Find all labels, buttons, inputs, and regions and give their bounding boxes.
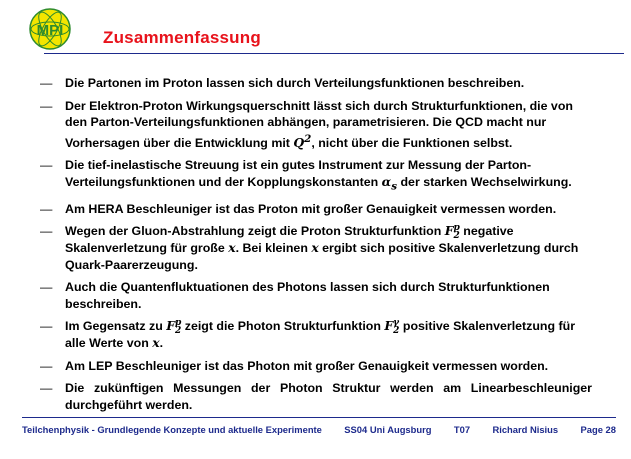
summary-item-6: — Auch die Quantenfluktuationen des Photons lassen sich durch Strukturfunktionen beschreiben. [40,280,550,311]
math-exponent: 2 [304,132,312,145]
summary-item-3: — Die tief-inelastische Streuung ist ein gutes Instrument zur Messung der Parton-Verteilungsfunktionen und der Kopplungskonstanten $\alpha_s$ der starken Wechselwirkung. [40,158,572,193]
math-f: F [166,318,176,334]
summary-item-8: — Am LEP Beschleuniger ist das Photon mit großer Genauigkeit vermessen worden. [40,358,549,373]
summary-item-5: — Wegen der Gluon-Abstrahlung zeigt die Proton Strukturfunktion F p 2 negative Skalenverletzung für große x. Bei kleinen x ergibt sich positive Skalenverletzung durch Quark-Paarerzeugung. [40,223,579,272]
bullet-dash: — [40,319,53,334]
summary-item-1: — Die Partonen im Proton lassen sich durch Verteilungsfunktionen beschreiben. [40,76,525,90]
bullet-dash: — [40,158,53,173]
page-title: Zusammenfassung [103,28,261,47]
bullet-dash: — [40,224,53,239]
title-divider [44,53,624,54]
footer-semester: SS04 Uni Augsburg [344,424,432,435]
footer-divider [22,417,616,418]
bullet-dash: — [40,358,53,373]
math-x: x [311,240,319,256]
bullet-dash: — [40,98,53,113]
math-f: F [384,318,394,334]
bullet-dash: — [40,381,53,396]
summary-item-4: — Am HERA Beschleuniger ist das Proton mit großer Genauigkeit vermessen worden. [40,201,557,216]
footer-author: Richard Nisius [492,424,559,435]
math-alpha: α [381,173,392,189]
summary-item-9: — Die zukünftigen Messungen der Photon Struktur werden am Linearbeschleuniger durchgeführt werden. [40,381,592,412]
logo-text: MPI [36,22,64,39]
summary-item-7: — Im Gegensatz zu F p 2 zeigt die Photon Strukturfunktion F γ 2 positive Skalenverletzung für alle Werte von x. [40,318,576,351]
bullet-dash: — [40,201,53,216]
math-x: x [152,335,160,351]
footer-code: T07 [453,424,471,435]
footer [22,424,616,435]
footer-page-number: Page 28 [580,424,616,435]
footer-course: Teilchenphysik - Grundlegende Konzepte und aktuelle Experimente [22,424,322,435]
bullet-dash: — [40,76,53,90]
summary-list [40,75,592,419]
math-x: x [228,240,236,256]
math-subscript: s [391,180,398,193]
math-q: Q [293,134,305,150]
summary-item-2: — Der Elektron-Proton Wirkungsquerschnitt lässt sich durch Strukturfunktionen, die von den Parton-Verteilungsfunktionen abhängen, parametrisieren. Die QCD macht nur Vorhersagen über die Entwicklung mit $Q^2$, nicht über die Funktionen selbst. [40,98,573,150]
mpi-logo [28,7,72,51]
math-f: F [444,223,454,239]
bullet-dash: — [40,280,53,295]
